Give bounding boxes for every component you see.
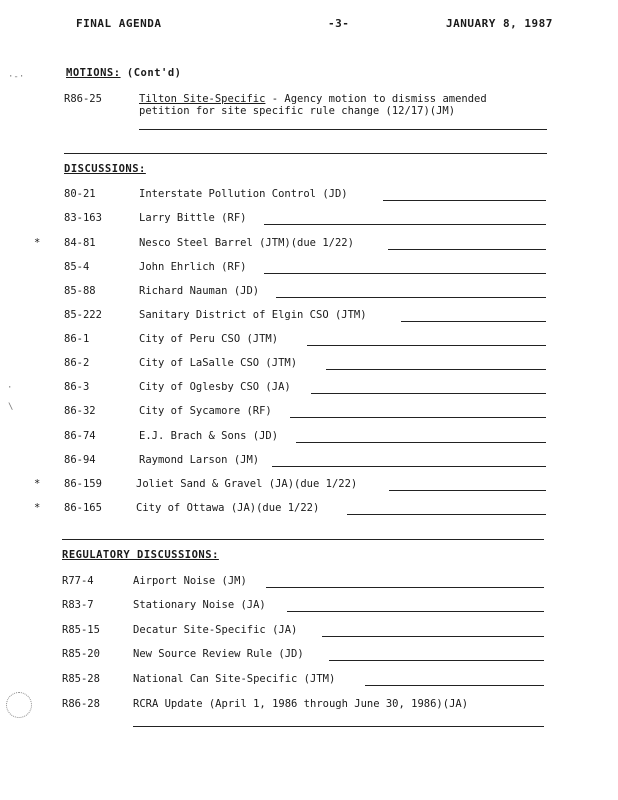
docket-number: 86-165 — [64, 502, 102, 514]
docket-number: 86-1 — [64, 333, 90, 345]
list-item — [0, 673, 618, 687]
list-item — [0, 261, 618, 275]
docket-number: 83-163 — [64, 212, 102, 224]
section-separator-line — [62, 539, 544, 540]
item-title: City of Peru CSO (JTM) — [139, 333, 279, 345]
header-date: JANUARY 8, 1987 — [446, 17, 553, 30]
list-item — [0, 502, 618, 516]
item-title: Joliet Sand & Gravel (JA)(due 1/22) — [136, 478, 358, 490]
list-item — [0, 212, 618, 226]
item-title: City of Oglesby CSO (JA) — [139, 381, 291, 393]
motion-text-line2: petition for site specific rule change (12/17)(JM) — [139, 105, 456, 117]
docket-number: 86-74 — [64, 430, 96, 442]
scan-mark: ·-· — [8, 72, 25, 82]
list-item — [0, 698, 618, 712]
item-title: Airport Noise (JM) — [133, 575, 247, 587]
scan-mark: · — [7, 383, 13, 393]
list-item — [0, 309, 618, 323]
answer-line — [365, 685, 544, 686]
item-title: National Can Site-Specific (JTM) — [133, 673, 336, 685]
item-title: Interstate Pollution Control (JD) — [139, 188, 348, 200]
item-title: City of LaSalle CSO (JTM) — [139, 357, 298, 369]
page-number: -3- — [328, 17, 350, 30]
item-title: RCRA Update (April 1, 1986 through June 30, 1986)(JA) — [133, 698, 469, 710]
item-title: Sanitary District of Elgin CSO (JTM) — [139, 309, 367, 321]
item-title: Stationary Noise (JA) — [133, 599, 266, 611]
answer-line — [311, 393, 546, 394]
docket-number: R85-28 — [62, 673, 100, 685]
answer-line — [401, 321, 546, 322]
answer-line — [383, 200, 546, 201]
motions-heading: MOTIONS: — [66, 67, 121, 79]
item-title: City of Ottawa (JA)(due 1/22) — [136, 502, 320, 514]
motions-heading-suffix: (Cont'd) — [126, 67, 182, 79]
answer-line — [347, 514, 546, 515]
list-item — [0, 599, 618, 613]
item-title: Decatur Site-Specific (JA) — [133, 624, 298, 636]
scan-mark: \ — [8, 402, 14, 412]
received-stamp — [6, 692, 32, 718]
answer-line — [287, 611, 544, 612]
list-item — [0, 357, 618, 371]
answer-line — [322, 636, 544, 637]
list-item — [0, 624, 618, 638]
answer-line — [307, 345, 546, 346]
motion-desc: - Agency motion to dismiss amended — [265, 93, 487, 105]
list-item — [0, 648, 618, 662]
list-item — [0, 575, 618, 589]
item-title: John Ehrlich (RF) — [139, 261, 247, 273]
docket-number: R85-20 — [62, 648, 100, 660]
item-title: City of Sycamore (RF) — [139, 405, 272, 417]
list-item — [0, 430, 618, 444]
priority-star: * — [34, 237, 41, 249]
answer-line — [290, 417, 546, 418]
docket-number: R83-7 — [62, 599, 94, 611]
docket-number: 85-222 — [64, 309, 102, 321]
docket-number: 86-2 — [64, 357, 90, 369]
motion-title: Tilton Site-Specific — [139, 93, 266, 105]
list-item — [0, 237, 618, 251]
answer-line — [296, 442, 546, 443]
docket-number: 86-32 — [64, 405, 96, 417]
docket-number: 86-3 — [64, 381, 90, 393]
motion-text-line1 — [139, 93, 487, 105]
list-item — [0, 188, 618, 202]
item-title: Richard Nauman (JD) — [139, 285, 260, 297]
list-item — [0, 478, 618, 492]
motion-answer-line — [139, 129, 547, 130]
docket-number: 84-81 — [64, 237, 96, 249]
item-title: Nesco Steel Barrel (JTM)(due 1/22) — [139, 237, 354, 249]
motion-number: R86-25 — [64, 93, 102, 105]
list-item — [0, 381, 618, 395]
docket-number: 86-159 — [64, 478, 102, 490]
answer-line — [266, 587, 544, 588]
docket-number: 80-21 — [64, 188, 96, 200]
list-item — [0, 454, 618, 468]
answer-line — [329, 660, 544, 661]
docket-number: 85-88 — [64, 285, 96, 297]
discussions-heading: DISCUSSIONS: — [64, 163, 146, 175]
list-item — [0, 333, 618, 347]
item-title: Raymond Larson (JM) — [139, 454, 260, 466]
section-separator-line — [64, 153, 547, 154]
answer-line — [264, 224, 546, 225]
answer-line — [272, 466, 546, 467]
header-left: FINAL AGENDA — [76, 17, 162, 30]
docket-number: 85-4 — [64, 261, 90, 273]
answer-line — [276, 297, 546, 298]
item-title: E.J. Brach & Sons (JD) — [139, 430, 279, 442]
answer-line — [389, 490, 546, 491]
docket-number: 86-94 — [64, 454, 96, 466]
priority-star: * — [34, 478, 41, 490]
answer-line — [133, 726, 544, 727]
item-title: Larry Bittle (RF) — [139, 212, 247, 224]
item-title: New Source Review Rule (JD) — [133, 648, 304, 660]
docket-number: R77-4 — [62, 575, 94, 587]
regulatory-heading: REGULATORY DISCUSSIONS: — [62, 549, 219, 561]
answer-line — [388, 249, 546, 250]
docket-number: R86-28 — [62, 698, 100, 710]
motion-item-line2 — [0, 105, 618, 119]
answer-line — [264, 273, 546, 274]
motions-heading-row — [66, 67, 181, 79]
list-item — [0, 285, 618, 299]
priority-star: * — [34, 502, 41, 514]
list-item — [0, 405, 618, 419]
answer-line — [326, 369, 546, 370]
docket-number: R85-15 — [62, 624, 100, 636]
